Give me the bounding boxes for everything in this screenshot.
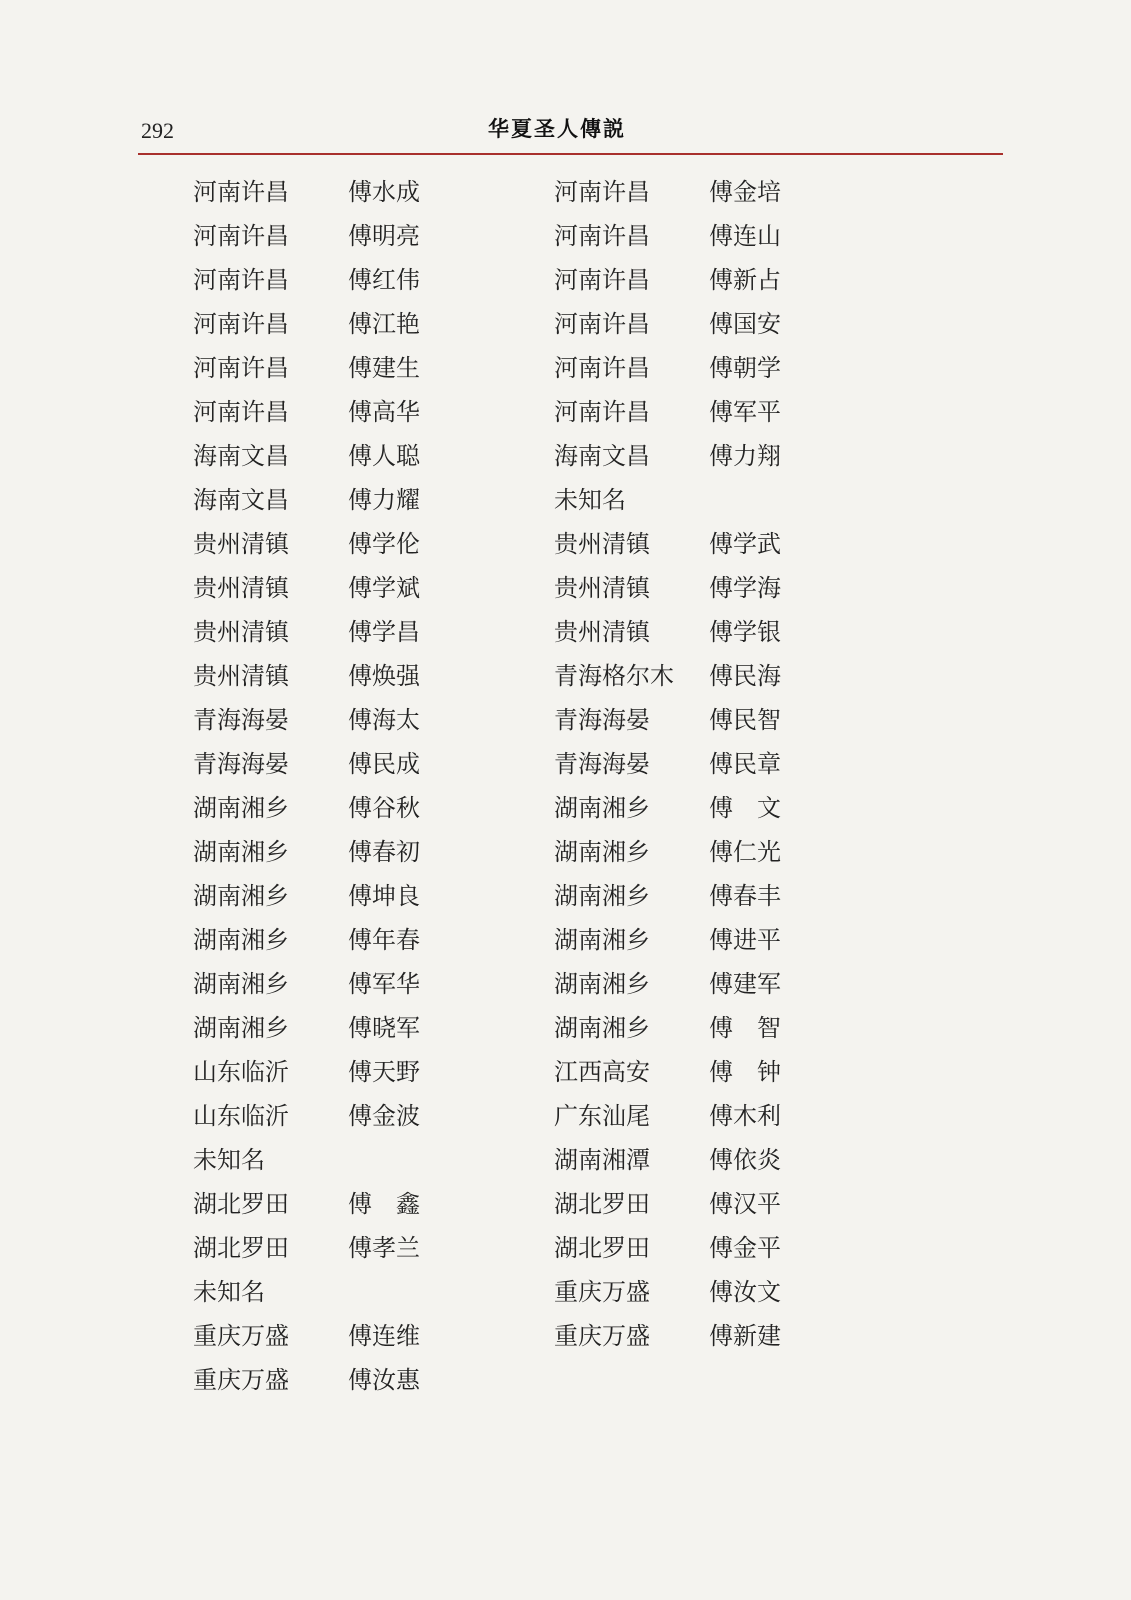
list-item	[193, 1226, 468, 1270]
place-name: 青海海晏	[554, 706, 650, 734]
list-item	[193, 918, 468, 962]
list-item	[554, 962, 829, 1006]
list-item	[554, 1270, 829, 1314]
person-name: 傅高华	[348, 398, 420, 426]
list-item	[193, 258, 468, 302]
place-name: 河南许昌	[193, 354, 289, 382]
place-name: 青海海晏	[193, 706, 289, 734]
list-item	[554, 654, 829, 698]
person-name: 傅民智	[709, 706, 781, 734]
header-rule	[138, 153, 1003, 155]
person-name: 傅民章	[709, 750, 781, 778]
list-item	[193, 1314, 468, 1358]
person-name: 傅谷秋	[348, 794, 420, 822]
place-name: 湖南湘乡	[554, 882, 650, 910]
list-item	[554, 566, 829, 610]
place-name: 海南文昌	[193, 442, 289, 470]
place-name: 重庆万盛	[554, 1322, 650, 1350]
place-name: 河南许昌	[554, 178, 650, 206]
person-name: 傅坤良	[348, 882, 420, 910]
person-name: 傅江艳	[348, 310, 420, 338]
list-item	[554, 1182, 829, 1226]
person-name: 傅军华	[348, 970, 420, 998]
list-item	[193, 1270, 468, 1314]
list-item	[554, 390, 829, 434]
person-name: 傅学武	[709, 530, 781, 558]
place-name: 海南文昌	[193, 486, 289, 514]
list-item	[554, 742, 829, 786]
place-name: 湖北罗田	[554, 1234, 650, 1262]
person-name: 傅建军	[709, 970, 781, 998]
list-item	[554, 258, 829, 302]
person-name: 傅水成	[348, 178, 420, 206]
list-item	[193, 698, 468, 742]
place-name: 未知名	[554, 486, 626, 514]
running-title: 华夏圣人傳説	[488, 117, 626, 141]
place-name: 海南文昌	[554, 442, 650, 470]
list-item	[193, 830, 468, 874]
person-name: 傅海太	[348, 706, 420, 734]
place-name: 湖南湘潭	[554, 1146, 650, 1174]
list-item	[554, 302, 829, 346]
person-name: 傅 鑫	[348, 1190, 420, 1218]
place-name: 湖南湘乡	[554, 926, 650, 954]
list-item	[193, 170, 468, 214]
list-item	[193, 346, 468, 390]
list-item	[554, 874, 829, 918]
place-name: 青海格尔木	[554, 662, 674, 690]
person-name: 傅 文	[709, 794, 781, 822]
list-item	[554, 346, 829, 390]
place-name: 青海海晏	[193, 750, 289, 778]
person-name: 傅金培	[709, 178, 781, 206]
person-name: 傅学斌	[348, 574, 420, 602]
list-item	[193, 786, 468, 830]
list-item	[193, 1358, 468, 1402]
list-item	[193, 874, 468, 918]
person-name: 傅连维	[348, 1322, 420, 1350]
person-name: 傅民海	[709, 662, 781, 690]
place-name: 河南许昌	[193, 398, 289, 426]
place-name: 湖北罗田	[193, 1190, 289, 1218]
person-name: 傅人聪	[348, 442, 420, 470]
list-item	[193, 1138, 468, 1182]
person-name: 傅金波	[348, 1102, 420, 1130]
place-name: 重庆万盛	[193, 1322, 289, 1350]
person-name: 傅力耀	[348, 486, 420, 514]
person-name: 傅学银	[709, 618, 781, 646]
place-name: 广东汕尾	[554, 1102, 650, 1130]
place-name: 河南许昌	[193, 266, 289, 294]
place-name: 湖南湘乡	[193, 882, 289, 910]
person-name: 傅力翔	[709, 442, 781, 470]
right-column	[554, 170, 829, 1358]
list-item	[554, 830, 829, 874]
list-item	[193, 1050, 468, 1094]
place-name: 湖北罗田	[554, 1190, 650, 1218]
person-name: 傅汉平	[709, 1190, 781, 1218]
place-name: 贵州清镇	[193, 618, 289, 646]
list-item	[193, 434, 468, 478]
person-name: 傅连山	[709, 222, 781, 250]
person-name: 傅依炎	[709, 1146, 781, 1174]
place-name: 湖南湘乡	[193, 926, 289, 954]
place-name: 贵州清镇	[193, 574, 289, 602]
place-name: 湖南湘乡	[193, 794, 289, 822]
place-name: 贵州清镇	[193, 530, 289, 558]
place-name: 重庆万盛	[554, 1278, 650, 1306]
place-name: 河南许昌	[193, 222, 289, 250]
person-name: 傅朝学	[709, 354, 781, 382]
list-item	[193, 962, 468, 1006]
place-name: 青海海晏	[554, 750, 650, 778]
place-name: 重庆万盛	[193, 1366, 289, 1394]
list-item	[554, 610, 829, 654]
place-name: 河南许昌	[554, 266, 650, 294]
person-name: 傅孝兰	[348, 1234, 420, 1262]
place-name: 湖北罗田	[193, 1234, 289, 1262]
person-name: 傅 钟	[709, 1058, 781, 1086]
place-name: 湖南湘乡	[554, 794, 650, 822]
person-name: 傅进平	[709, 926, 781, 954]
person-name: 傅春丰	[709, 882, 781, 910]
list-item	[193, 1006, 468, 1050]
list-item	[554, 1094, 829, 1138]
list-item	[554, 698, 829, 742]
place-name: 山东临沂	[193, 1102, 289, 1130]
person-name: 傅春初	[348, 838, 420, 866]
place-name: 河南许昌	[193, 310, 289, 338]
person-name: 傅红伟	[348, 266, 420, 294]
place-name: 未知名	[193, 1146, 265, 1174]
list-item	[193, 566, 468, 610]
place-name: 贵州清镇	[193, 662, 289, 690]
list-item	[554, 214, 829, 258]
place-name: 江西高安	[554, 1058, 650, 1086]
place-name: 未知名	[193, 1278, 265, 1306]
person-name: 傅新建	[709, 1322, 781, 1350]
place-name: 湖南湘乡	[193, 970, 289, 998]
place-name: 湖南湘乡	[193, 1014, 289, 1042]
list-item	[193, 1094, 468, 1138]
place-name: 贵州清镇	[554, 530, 650, 558]
person-name: 傅明亮	[348, 222, 420, 250]
list-item	[554, 170, 829, 214]
person-name: 傅学昌	[348, 618, 420, 646]
person-name: 傅国安	[709, 310, 781, 338]
list-item	[554, 1050, 829, 1094]
person-name: 傅学海	[709, 574, 781, 602]
person-name: 傅学伦	[348, 530, 420, 558]
list-item	[554, 786, 829, 830]
place-name: 湖南湘乡	[554, 1014, 650, 1042]
place-name: 河南许昌	[554, 398, 650, 426]
person-name: 傅金平	[709, 1234, 781, 1262]
person-name: 傅建生	[348, 354, 420, 382]
place-name: 湖南湘乡	[554, 970, 650, 998]
place-name: 河南许昌	[554, 222, 650, 250]
person-name: 傅汝文	[709, 1278, 781, 1306]
person-name: 傅焕强	[348, 662, 420, 690]
list-item	[193, 478, 468, 522]
place-name: 河南许昌	[554, 354, 650, 382]
page-number: 292	[141, 118, 174, 143]
list-item	[554, 522, 829, 566]
list-item	[554, 1006, 829, 1050]
person-name: 傅年春	[348, 926, 420, 954]
list-item	[193, 610, 468, 654]
person-name: 傅天野	[348, 1058, 420, 1086]
list-item	[554, 434, 829, 478]
place-name: 河南许昌	[193, 178, 289, 206]
left-column	[193, 170, 468, 1402]
list-item	[193, 522, 468, 566]
list-item	[554, 1138, 829, 1182]
list-item	[193, 654, 468, 698]
list-item	[554, 1314, 829, 1358]
person-name: 傅晓军	[348, 1014, 420, 1042]
list-item	[193, 214, 468, 258]
list-item	[193, 302, 468, 346]
place-name: 河南许昌	[554, 310, 650, 338]
place-name: 贵州清镇	[554, 618, 650, 646]
list-item	[193, 742, 468, 786]
list-item	[554, 918, 829, 962]
person-name: 傅新占	[709, 266, 781, 294]
place-name: 贵州清镇	[554, 574, 650, 602]
list-item	[193, 1182, 468, 1226]
person-name: 傅木利	[709, 1102, 781, 1130]
person-name: 傅 智	[709, 1014, 781, 1042]
place-name: 湖南湘乡	[193, 838, 289, 866]
person-name: 傅仁光	[709, 838, 781, 866]
place-name: 山东临沂	[193, 1058, 289, 1086]
list-item	[554, 1226, 829, 1270]
person-name: 傅民成	[348, 750, 420, 778]
person-name: 傅汝惠	[348, 1366, 420, 1394]
place-name: 湖南湘乡	[554, 838, 650, 866]
list-item	[554, 478, 829, 522]
person-name: 傅军平	[709, 398, 781, 426]
list-item	[193, 390, 468, 434]
